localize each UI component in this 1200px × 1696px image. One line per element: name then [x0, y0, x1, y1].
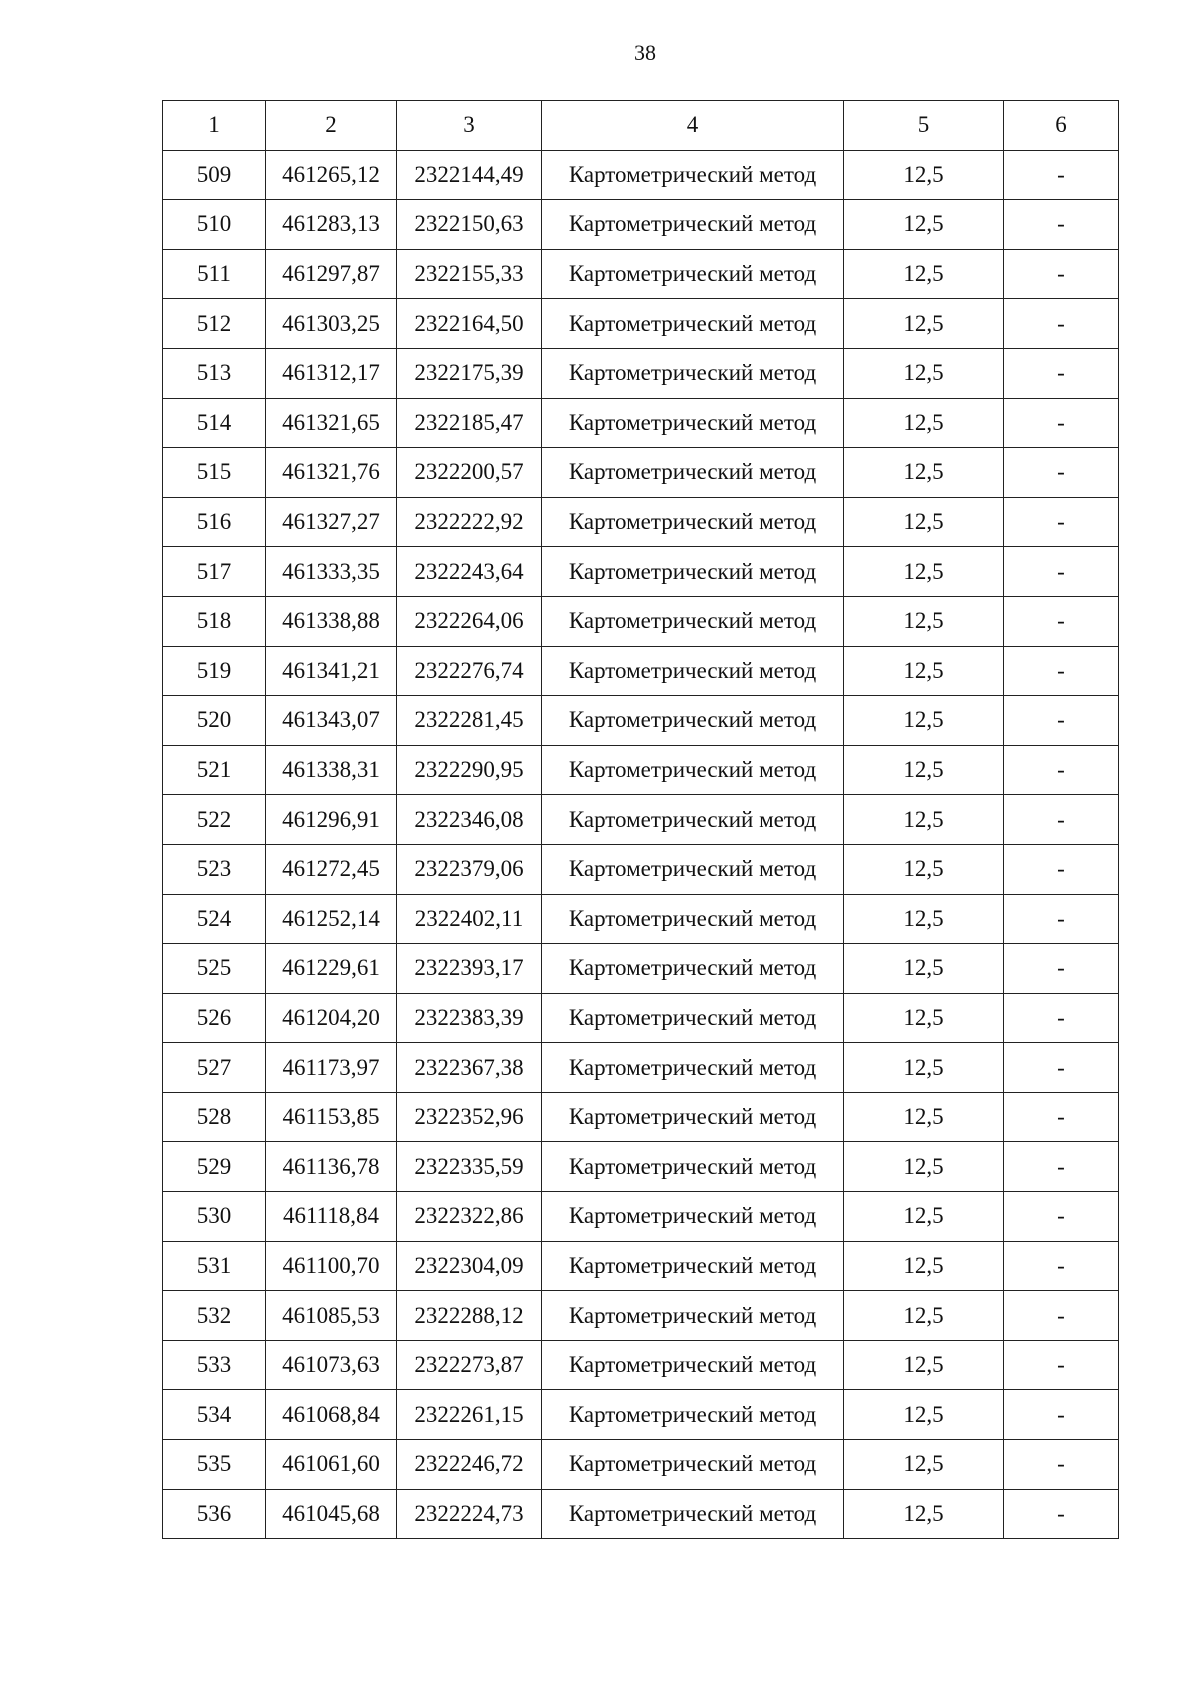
table-header-row	[163, 101, 1119, 151]
method-cell: Картометрический метод	[542, 348, 844, 398]
x-coordinate-cell: 461333,35	[266, 547, 397, 597]
x-coordinate-cell: 461321,65	[266, 398, 397, 448]
table-row	[163, 1192, 1119, 1242]
column-header: 3	[397, 101, 542, 151]
accuracy-cell: 12,5	[844, 200, 1004, 250]
point-number-cell: 515	[163, 448, 266, 498]
method-cell: Картометрический метод	[542, 497, 844, 547]
table-row	[163, 745, 1119, 795]
accuracy-cell: 12,5	[844, 547, 1004, 597]
accuracy-cell: 12,5	[844, 1440, 1004, 1490]
table-row	[163, 696, 1119, 746]
y-coordinate-cell: 2322200,57	[397, 448, 542, 498]
accuracy-cell: 12,5	[844, 150, 1004, 200]
x-coordinate-cell: 461303,25	[266, 299, 397, 349]
method-cell: Картометрический метод	[542, 1092, 844, 1142]
column-header: 4	[542, 101, 844, 151]
x-coordinate-cell: 461283,13	[266, 200, 397, 250]
point-number-cell: 524	[163, 894, 266, 944]
y-coordinate-cell: 2322144,49	[397, 150, 542, 200]
y-coordinate-cell: 2322367,38	[397, 1043, 542, 1093]
accuracy-cell: 12,5	[844, 1192, 1004, 1242]
method-cell: Картометрический метод	[542, 249, 844, 299]
method-cell: Картометрический метод	[542, 596, 844, 646]
y-coordinate-cell: 2322304,09	[397, 1241, 542, 1291]
x-coordinate-cell: 461265,12	[266, 150, 397, 200]
table-row	[163, 944, 1119, 994]
y-coordinate-cell: 2322335,59	[397, 1142, 542, 1192]
y-coordinate-cell: 2322379,06	[397, 844, 542, 894]
y-coordinate-cell: 2322281,45	[397, 696, 542, 746]
column-header: 5	[844, 101, 1004, 151]
point-number-cell: 536	[163, 1489, 266, 1539]
note-cell: -	[1004, 1340, 1119, 1390]
accuracy-cell: 12,5	[844, 1340, 1004, 1390]
point-number-cell: 532	[163, 1291, 266, 1341]
point-number-cell: 516	[163, 497, 266, 547]
note-cell: -	[1004, 1489, 1119, 1539]
note-cell: -	[1004, 1390, 1119, 1440]
table-row	[163, 398, 1119, 448]
table-row	[163, 795, 1119, 845]
y-coordinate-cell: 2322164,50	[397, 299, 542, 349]
accuracy-cell: 12,5	[844, 696, 1004, 746]
y-coordinate-cell: 2322222,92	[397, 497, 542, 547]
note-cell: -	[1004, 1291, 1119, 1341]
y-coordinate-cell: 2322346,08	[397, 795, 542, 845]
point-number-cell: 519	[163, 646, 266, 696]
accuracy-cell: 12,5	[844, 745, 1004, 795]
note-cell: -	[1004, 398, 1119, 448]
note-cell: -	[1004, 497, 1119, 547]
x-coordinate-cell: 461343,07	[266, 696, 397, 746]
method-cell: Картометрический метод	[542, 1291, 844, 1341]
point-number-cell: 518	[163, 596, 266, 646]
method-cell: Картометрический метод	[542, 1440, 844, 1490]
y-coordinate-cell: 2322393,17	[397, 944, 542, 994]
y-coordinate-cell: 2322290,95	[397, 745, 542, 795]
accuracy-cell: 12,5	[844, 398, 1004, 448]
note-cell: -	[1004, 1241, 1119, 1291]
y-coordinate-cell: 2322264,06	[397, 596, 542, 646]
table-row	[163, 1340, 1119, 1390]
column-header: 6	[1004, 101, 1119, 151]
x-coordinate-cell: 461252,14	[266, 894, 397, 944]
point-number-cell: 520	[163, 696, 266, 746]
x-coordinate-cell: 461229,61	[266, 944, 397, 994]
point-number-cell: 533	[163, 1340, 266, 1390]
column-header: 1	[163, 101, 266, 151]
accuracy-cell: 12,5	[844, 894, 1004, 944]
point-number-cell: 510	[163, 200, 266, 250]
note-cell: -	[1004, 696, 1119, 746]
accuracy-cell: 12,5	[844, 448, 1004, 498]
point-number-cell: 535	[163, 1440, 266, 1490]
x-coordinate-cell: 461073,63	[266, 1340, 397, 1390]
table-row	[163, 1241, 1119, 1291]
note-cell: -	[1004, 795, 1119, 845]
table-row	[163, 497, 1119, 547]
note-cell: -	[1004, 448, 1119, 498]
y-coordinate-cell: 2322261,15	[397, 1390, 542, 1440]
note-cell: -	[1004, 249, 1119, 299]
point-number-cell: 530	[163, 1192, 266, 1242]
table-row	[163, 547, 1119, 597]
table-row	[163, 1043, 1119, 1093]
x-coordinate-cell: 461338,88	[266, 596, 397, 646]
x-coordinate-cell: 461312,17	[266, 348, 397, 398]
method-cell: Картометрический метод	[542, 1043, 844, 1093]
accuracy-cell: 12,5	[844, 795, 1004, 845]
x-coordinate-cell: 461296,91	[266, 795, 397, 845]
x-coordinate-cell: 461204,20	[266, 993, 397, 1043]
x-coordinate-cell: 461341,21	[266, 646, 397, 696]
note-cell: -	[1004, 745, 1119, 795]
x-coordinate-cell: 461153,85	[266, 1092, 397, 1142]
y-coordinate-cell: 2322352,96	[397, 1092, 542, 1142]
accuracy-cell: 12,5	[844, 497, 1004, 547]
accuracy-cell: 12,5	[844, 1043, 1004, 1093]
y-coordinate-cell: 2322273,87	[397, 1340, 542, 1390]
point-number-cell: 527	[163, 1043, 266, 1093]
column-header: 2	[266, 101, 397, 151]
page-number: 38	[634, 40, 656, 65]
table-row	[163, 1142, 1119, 1192]
x-coordinate-cell: 461100,70	[266, 1241, 397, 1291]
y-coordinate-cell: 2322185,47	[397, 398, 542, 448]
x-coordinate-cell: 461136,78	[266, 1142, 397, 1192]
y-coordinate-cell: 2322246,72	[397, 1440, 542, 1490]
table-row	[163, 1390, 1119, 1440]
method-cell: Картометрический метод	[542, 745, 844, 795]
note-cell: -	[1004, 944, 1119, 994]
point-number-cell: 511	[163, 249, 266, 299]
method-cell: Картометрический метод	[542, 944, 844, 994]
method-cell: Картометрический метод	[542, 299, 844, 349]
table-row	[163, 150, 1119, 200]
coordinates-table	[162, 100, 1119, 1539]
method-cell: Картометрический метод	[542, 993, 844, 1043]
point-number-cell: 534	[163, 1390, 266, 1440]
note-cell: -	[1004, 894, 1119, 944]
x-coordinate-cell: 461272,45	[266, 844, 397, 894]
note-cell: -	[1004, 646, 1119, 696]
x-coordinate-cell: 461061,60	[266, 1440, 397, 1490]
y-coordinate-cell: 2322276,74	[397, 646, 542, 696]
accuracy-cell: 12,5	[844, 299, 1004, 349]
table-row	[163, 993, 1119, 1043]
y-coordinate-cell: 2322322,86	[397, 1192, 542, 1242]
method-cell: Картометрический метод	[542, 844, 844, 894]
table-body	[163, 101, 1119, 1539]
method-cell: Картометрический метод	[542, 398, 844, 448]
method-cell: Картометрический метод	[542, 795, 844, 845]
point-number-cell: 522	[163, 795, 266, 845]
table-row	[163, 646, 1119, 696]
note-cell: -	[1004, 150, 1119, 200]
accuracy-cell: 12,5	[844, 1241, 1004, 1291]
note-cell: -	[1004, 596, 1119, 646]
note-cell: -	[1004, 547, 1119, 597]
x-coordinate-cell: 461068,84	[266, 1390, 397, 1440]
accuracy-cell: 12,5	[844, 596, 1004, 646]
method-cell: Картометрический метод	[542, 696, 844, 746]
y-coordinate-cell: 2322224,73	[397, 1489, 542, 1539]
note-cell: -	[1004, 844, 1119, 894]
accuracy-cell: 12,5	[844, 646, 1004, 696]
point-number-cell: 512	[163, 299, 266, 349]
method-cell: Картометрический метод	[542, 1340, 844, 1390]
point-number-cell: 525	[163, 944, 266, 994]
table-row	[163, 894, 1119, 944]
accuracy-cell: 12,5	[844, 1092, 1004, 1142]
method-cell: Картометрический метод	[542, 547, 844, 597]
x-coordinate-cell: 461045,68	[266, 1489, 397, 1539]
table-row	[163, 596, 1119, 646]
point-number-cell: 528	[163, 1092, 266, 1142]
y-coordinate-cell: 2322402,11	[397, 894, 542, 944]
accuracy-cell: 12,5	[844, 1291, 1004, 1341]
x-coordinate-cell: 461321,76	[266, 448, 397, 498]
accuracy-cell: 12,5	[844, 348, 1004, 398]
note-cell: -	[1004, 993, 1119, 1043]
y-coordinate-cell: 2322243,64	[397, 547, 542, 597]
note-cell: -	[1004, 1142, 1119, 1192]
accuracy-cell: 12,5	[844, 1489, 1004, 1539]
x-coordinate-cell: 461085,53	[266, 1291, 397, 1341]
point-number-cell: 517	[163, 547, 266, 597]
note-cell: -	[1004, 299, 1119, 349]
table-row	[163, 200, 1119, 250]
y-coordinate-cell: 2322175,39	[397, 348, 542, 398]
y-coordinate-cell: 2322155,33	[397, 249, 542, 299]
note-cell: -	[1004, 1440, 1119, 1490]
y-coordinate-cell: 2322383,39	[397, 993, 542, 1043]
x-coordinate-cell: 461297,87	[266, 249, 397, 299]
table-row	[163, 249, 1119, 299]
accuracy-cell: 12,5	[844, 993, 1004, 1043]
point-number-cell: 529	[163, 1142, 266, 1192]
method-cell: Картометрический метод	[542, 646, 844, 696]
point-number-cell: 531	[163, 1241, 266, 1291]
table-row	[163, 1489, 1119, 1539]
y-coordinate-cell: 2322150,63	[397, 200, 542, 250]
method-cell: Картометрический метод	[542, 448, 844, 498]
method-cell: Картометрический метод	[542, 1142, 844, 1192]
x-coordinate-cell: 461327,27	[266, 497, 397, 547]
note-cell: -	[1004, 1092, 1119, 1142]
point-number-cell: 509	[163, 150, 266, 200]
table-row	[163, 844, 1119, 894]
method-cell: Картометрический метод	[542, 200, 844, 250]
note-cell: -	[1004, 348, 1119, 398]
point-number-cell: 514	[163, 398, 266, 448]
accuracy-cell: 12,5	[844, 1142, 1004, 1192]
method-cell: Картометрический метод	[542, 1241, 844, 1291]
accuracy-cell: 12,5	[844, 844, 1004, 894]
table-row	[163, 299, 1119, 349]
note-cell: -	[1004, 200, 1119, 250]
table-row	[163, 1092, 1119, 1142]
accuracy-cell: 12,5	[844, 1390, 1004, 1440]
x-coordinate-cell: 461173,97	[266, 1043, 397, 1093]
table-row	[163, 1291, 1119, 1341]
method-cell: Картометрический метод	[542, 150, 844, 200]
point-number-cell: 526	[163, 993, 266, 1043]
method-cell: Картометрический метод	[542, 894, 844, 944]
x-coordinate-cell: 461118,84	[266, 1192, 397, 1242]
note-cell: -	[1004, 1043, 1119, 1093]
x-coordinate-cell: 461338,31	[266, 745, 397, 795]
method-cell: Картометрический метод	[542, 1390, 844, 1440]
note-cell: -	[1004, 1192, 1119, 1242]
table-row	[163, 348, 1119, 398]
method-cell: Картометрический метод	[542, 1192, 844, 1242]
accuracy-cell: 12,5	[844, 944, 1004, 994]
table-row	[163, 448, 1119, 498]
point-number-cell: 523	[163, 844, 266, 894]
point-number-cell: 513	[163, 348, 266, 398]
y-coordinate-cell: 2322288,12	[397, 1291, 542, 1341]
point-number-cell: 521	[163, 745, 266, 795]
table-row	[163, 1440, 1119, 1490]
accuracy-cell: 12,5	[844, 249, 1004, 299]
method-cell: Картометрический метод	[542, 1489, 844, 1539]
